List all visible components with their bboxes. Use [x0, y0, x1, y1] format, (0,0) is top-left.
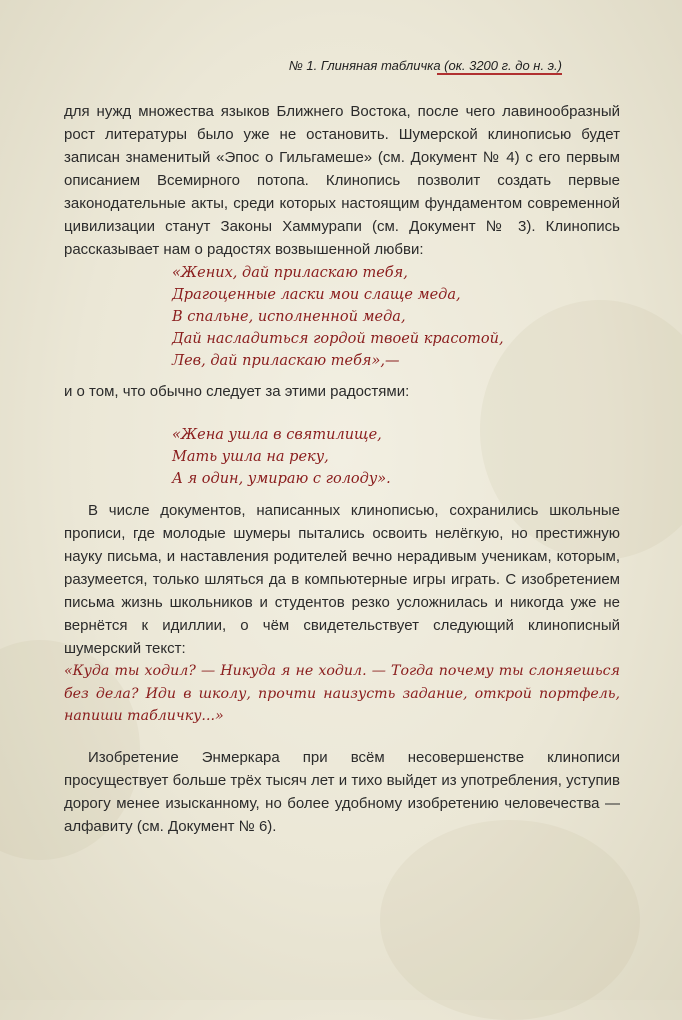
paragraph-cuneiform-spread: для нужд множества языков Ближнего Востока, после чего лавинообразный рост литературы было уже не остановить. Шумерской клинописью будет записан знаменитый «Эпос о Гильгамеше» (см. Документ № 4) с его первым описанием Всемирного потопа. Клинопись позволит создать первые законодательные акты, среди которых настоящим фундаментом современной цивилизации станут Законы Хаммурапи (см. Документ № 3). Клинопись рассказывает нам о радостях возвышенной любви:: [64, 103, 620, 258]
paragraph-after-joys: и о том, что обычно следует за этими радостями:: [64, 383, 410, 400]
poem-line: Драгоценные ласки мои слаще меда,: [172, 287, 461, 303]
poem-line: Лев, дай приласкаю тебя»,—: [172, 353, 400, 369]
document-date: (ок. 3200 г. до н. э.): [444, 58, 562, 73]
document-label: № 1. Глиняная табличка: [288, 58, 441, 73]
paragraph-school: В числе документов, написанных клинописью, сохранились школьные прописи, где молодые шумеры пытались освоить нелёгкую, но престижную науку письма, и наставления родителей вечно нерадивым ученикам, которым, разумеется, только шляться да в компьютерные игры играть. С изобретением письма жизнь школьников и студентов резко усложнилась и никогда уже не вернётся к идиллии, о чём свидетельствует следующий клинописный шумерский текст:: [64, 502, 620, 657]
running-header: [289, 58, 562, 73]
poem-line: А я один, умираю с голоду».: [172, 471, 391, 487]
poem-line: Мать ушла на реку,: [172, 449, 329, 465]
header-date-underline: [437, 73, 562, 75]
poem-line: В спальне, исполненной меда,: [172, 309, 406, 325]
hunger-poem: [172, 424, 391, 490]
school-quote: «Куда ты ходил? — Никуда я не ходил. — Тогда почему ты слоняешься без дела? Иди в школу, прочти наизусть задание, открой портфель, напиши табличку...»: [64, 663, 620, 724]
love-poem: [172, 262, 504, 372]
poem-line: «Жена ушла в святилище,: [172, 427, 382, 443]
poem-line: «Жених, дай приласкаю тебя,: [172, 265, 408, 281]
poem-line: Дай насладиться гордой твоей красотой,: [172, 331, 504, 347]
paper-stain: [380, 820, 640, 1020]
paragraph-enmerkar: Изобретение Энмеркара при всём несовершенстве клинописи просуществует больше трёх тысяч лет и тихо выйдет из употребления, уступив дорогу менее изысканному, но более удобному изобретению человечества — алфавиту (см. Документ № 6).: [64, 749, 620, 835]
